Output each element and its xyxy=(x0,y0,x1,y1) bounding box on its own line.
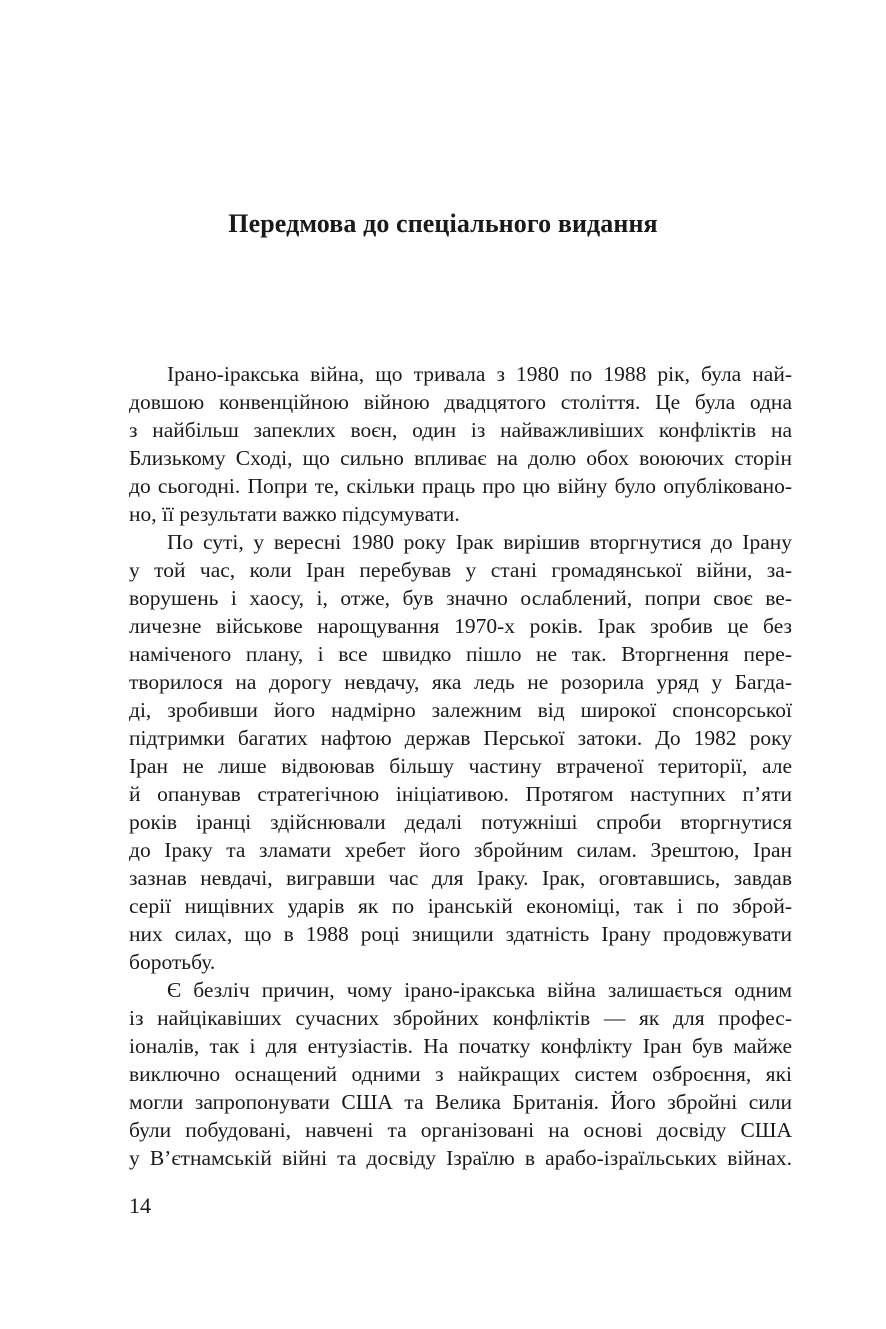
paragraph-2 xyxy=(129,528,792,976)
text-line: личезне військове нарощування 1970-х років. Ірак зробив це без xyxy=(129,614,792,638)
chapter-title: Передмова до спеціального видання xyxy=(228,209,658,238)
text-line: іоналів, так і для ентузіастів. На початку конфлікту Іран був майже xyxy=(129,1034,792,1058)
text-line: з найбільш запеклих воєн, один із найважливіших конфліктів на xyxy=(129,418,792,442)
text-line: могли запропонувати США та Велика Британія. Його збройні сили xyxy=(129,1090,792,1114)
text-line: підтримки багатих нафтою держав Перської затоки. До 1982 року xyxy=(129,726,792,750)
text-line: зазнав невдачі, вигравши час для Іраку. Ірак, оговтавшись, завдав xyxy=(129,866,792,890)
paragraph-3 xyxy=(129,976,792,1172)
text-line: Іран не лише відвоював більшу частину втраченої території, але xyxy=(129,754,792,778)
text-line: наміченого плану, і все швидко пішло не так. Вторгнення пере- xyxy=(129,642,792,666)
text-line: до Іраку та зламати хребет його збройним силам. Зрештою, Іран xyxy=(129,838,792,862)
text-line: були побудовані, навчені та організовані на основі досвіду США xyxy=(129,1118,792,1142)
text-line: творилося на дорогу невдачу, яка ледь не розорила уряд у Багда- xyxy=(129,670,792,694)
text-line: у В’єтнамській війні та досвіду Ізраїлю в арабо-ізраїльських війнах. xyxy=(129,1146,792,1170)
paragraph-1 xyxy=(129,360,792,528)
text-line: По суті, у вересні 1980 року Ірак вирішив вторгнутися до Ірану xyxy=(167,530,792,554)
text-line: років іранці здійснювали дедалі потужніші спроби вторгнутися xyxy=(129,810,792,834)
text-line: виключно оснащений одними з найкращих систем озброєння, які xyxy=(129,1062,792,1086)
text-line: серії нищівних ударів як по іранській економіці, так і по зброй- xyxy=(129,894,792,918)
text-line: у той час, коли Іран перебував у стані громадянської війни, за- xyxy=(129,558,792,582)
body-text xyxy=(129,360,792,1172)
page-number: 14 xyxy=(129,1193,151,1218)
text-line: Ірано-іракська війна, що тривала з 1980 по 1988 рік, була най- xyxy=(167,362,792,386)
text-line: ді, зробивши його надмірно залежним від широкої спонсорської xyxy=(129,698,792,722)
text-line: довшою конвенційною війною двадцятого століття. Це була одна xyxy=(129,390,792,414)
text-line: боротьбу. xyxy=(129,950,216,974)
text-line: ворушень і хаосу, і, отже, був значно ослаблений, попри своє ве- xyxy=(129,586,792,610)
text-line: Близькому Сході, що сильно впливає на долю обох воюючих сторін xyxy=(129,446,792,470)
text-line: до сьогодні. Попри те, скільки праць про цю війну було опубліковано- xyxy=(129,474,792,498)
text-line: Є безліч причин, чому ірано-іракська війна залишається одним xyxy=(167,978,792,1002)
text-line: й опанував стратегічною ініціативою. Протягом наступних п’яти xyxy=(129,782,792,806)
text-line: них силах, що в 1988 році знищили здатність Ірану продовжувати xyxy=(129,922,792,946)
text-line: но, її результати важко підсумувати. xyxy=(129,502,460,526)
text-line: із найцікавіших сучасних збройних конфліктів — як для профес- xyxy=(129,1006,792,1030)
